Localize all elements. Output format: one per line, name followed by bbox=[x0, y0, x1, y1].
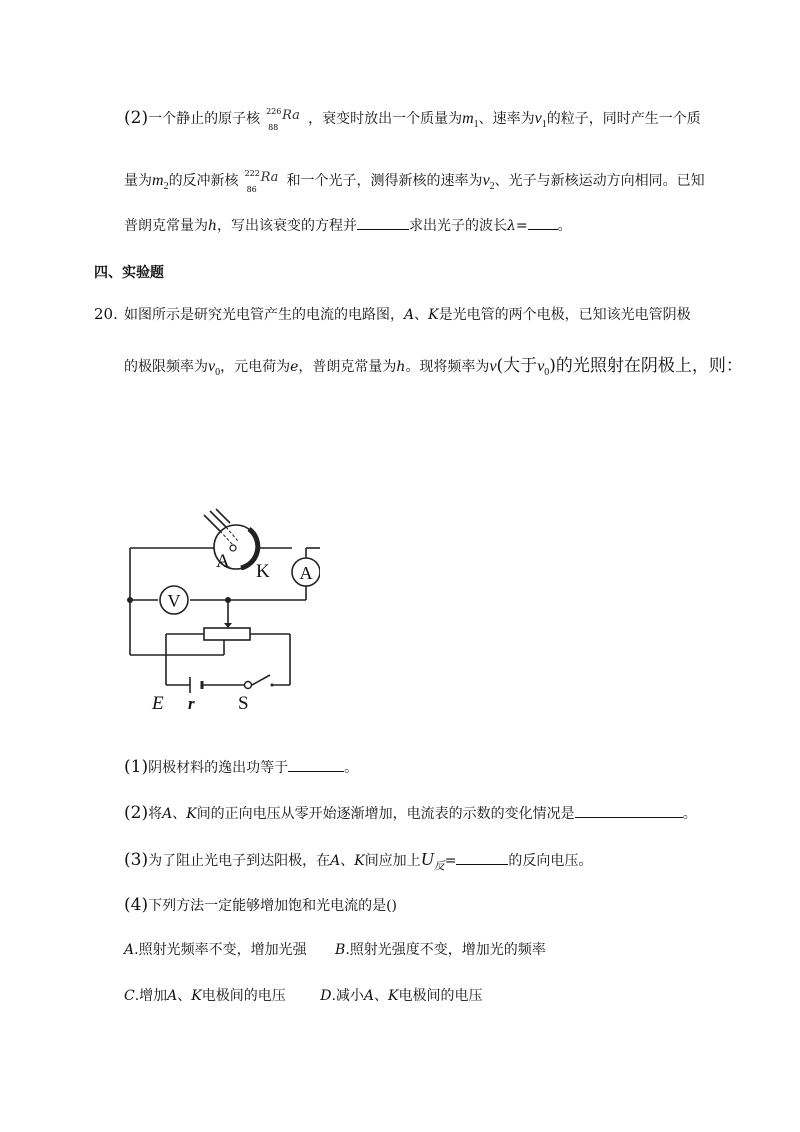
switch-contact bbox=[245, 682, 252, 689]
light-ray bbox=[204, 515, 220, 531]
mass-number: 226 bbox=[266, 107, 282, 116]
label-r: r bbox=[188, 694, 195, 713]
separator: 、 bbox=[172, 806, 187, 822]
element-symbol: Ra bbox=[260, 170, 279, 185]
text: 和一个光子，测得新核的速率为 bbox=[286, 173, 483, 189]
threshold-frequency: $v_0$ bbox=[208, 358, 221, 379]
planck-h: h bbox=[396, 359, 406, 375]
atomic-number: 86 bbox=[246, 185, 257, 194]
speed-v1: $v_1$ bbox=[534, 110, 547, 131]
electrode-K: K bbox=[354, 853, 365, 869]
mass-m1: $m_1$ bbox=[462, 110, 479, 131]
threshold-frequency: $v_0$ bbox=[537, 358, 550, 379]
radium-226-nuclide bbox=[260, 104, 308, 134]
section-heading: 四、实验题 bbox=[94, 265, 164, 281]
text: 下列方法一定能够增加饱和光电流的是() bbox=[148, 898, 398, 914]
option-c[interactable]: C.增加A、K电极间的电压 bbox=[124, 988, 286, 1004]
element-symbol: Ra bbox=[282, 108, 300, 123]
text: 阴极材料的逸出功等于 bbox=[148, 760, 289, 776]
mass-m2: $m_2$ bbox=[152, 172, 169, 193]
voltmeter-label: V bbox=[167, 591, 181, 611]
switch-blade bbox=[252, 675, 270, 685]
text: 、速率为 bbox=[478, 111, 535, 127]
frequency-v: v bbox=[489, 358, 497, 375]
electrode-K: K bbox=[428, 307, 439, 323]
answer-blank-wavelength[interactable] bbox=[528, 215, 558, 230]
answer-blank-equation[interactable] bbox=[357, 215, 409, 230]
sub-question-number: (2) bbox=[124, 108, 149, 128]
text: 普朗克常量为 bbox=[124, 218, 208, 234]
ammeter-label: A bbox=[299, 563, 313, 583]
option-d[interactable]: D.减小A、K电极间的电压 bbox=[320, 988, 483, 1004]
mass-number: 222 bbox=[244, 169, 260, 178]
new-nucleus-nuclide bbox=[239, 166, 287, 196]
text: 。 bbox=[344, 760, 359, 776]
text: 、光子与新核运动方向相同。已知 bbox=[494, 173, 705, 189]
text: ，元电荷为 bbox=[220, 359, 291, 375]
anode-A bbox=[230, 545, 236, 551]
junction bbox=[127, 597, 133, 603]
electrode-K: K bbox=[186, 806, 197, 822]
sub-question-number: (2) bbox=[124, 803, 149, 823]
rheostat bbox=[204, 628, 250, 640]
option-b[interactable]: B.照射光强度不变，增加光的频率 bbox=[335, 942, 546, 958]
text: 的反向电压。 bbox=[508, 853, 593, 869]
equals: = bbox=[444, 853, 457, 869]
electrode-A: A bbox=[330, 853, 341, 869]
text: )的光照射在阴极上，则： bbox=[549, 356, 743, 376]
answer-blank-work-function[interactable] bbox=[288, 757, 344, 772]
text: 的极限频率为 bbox=[124, 359, 208, 375]
text: 一个静止的原子核 bbox=[148, 111, 261, 127]
label-A: A bbox=[216, 551, 230, 572]
electrode-A: A bbox=[162, 806, 173, 822]
text: 将 bbox=[148, 806, 163, 822]
sub-question-4 bbox=[124, 895, 397, 916]
speed-v2: $v_2$ bbox=[482, 172, 495, 193]
sub-question-3 bbox=[124, 849, 592, 877]
sub-question-number: (3) bbox=[124, 850, 149, 870]
text: ，普朗克常量为 bbox=[298, 359, 397, 375]
options-row-1 bbox=[124, 940, 546, 960]
options-row-2 bbox=[124, 986, 483, 1006]
light-ray bbox=[216, 509, 230, 523]
label-S: S bbox=[238, 693, 249, 714]
label-E: E bbox=[152, 693, 164, 714]
sub-question-2 bbox=[124, 803, 697, 824]
q20-line-2 bbox=[124, 356, 743, 383]
reverse-voltage-symbol: $U_反$ bbox=[420, 849, 445, 873]
light-ray bbox=[210, 511, 226, 527]
q20-line-1 bbox=[124, 305, 691, 325]
sub-question-1 bbox=[124, 757, 358, 778]
lambda-symbol: λ bbox=[507, 218, 516, 234]
text: 的反冲新核 bbox=[168, 173, 239, 189]
electrode-A: A bbox=[404, 307, 415, 323]
text: 量为 bbox=[124, 173, 152, 189]
text: ，写出该衰变的方程并 bbox=[217, 218, 358, 234]
circuit-diagram bbox=[120, 505, 320, 720]
switch-terminal bbox=[271, 684, 274, 687]
q19-line-2 bbox=[124, 166, 705, 197]
equals: = bbox=[515, 218, 528, 234]
text: 。 bbox=[557, 218, 572, 234]
q19-line-1 bbox=[124, 104, 701, 135]
separator: 、 bbox=[340, 853, 355, 869]
text: 的粒子，同时产生一个质 bbox=[546, 111, 701, 127]
text: 为了阻止光电子到达阳极，在 bbox=[148, 853, 331, 869]
text: ，衰变时放出一个质量为 bbox=[308, 111, 463, 127]
sub-question-number: (4) bbox=[124, 895, 149, 915]
q19-line-3 bbox=[124, 215, 572, 236]
text: 是光电管的两个电极，已知该光电管阴极 bbox=[438, 307, 691, 323]
text: 如图所示是研究光电管产生的电流的电路图， bbox=[124, 307, 404, 323]
text: (大于 bbox=[496, 356, 538, 376]
answer-blank-current-change[interactable] bbox=[575, 803, 683, 818]
junction bbox=[225, 597, 231, 603]
option-a[interactable]: A.照射光频率不变，增加光强 bbox=[124, 942, 307, 958]
sub-question-number: (1) bbox=[124, 757, 149, 777]
separator: 、 bbox=[414, 307, 429, 323]
question-number: 20. bbox=[94, 305, 118, 323]
text: 间的正向电压从零开始逐渐增加，电流表的示数的变化情况是 bbox=[196, 806, 575, 822]
text: 求出光子的波长 bbox=[409, 218, 508, 234]
charge-e: e bbox=[290, 359, 299, 375]
label-K: K bbox=[256, 561, 270, 582]
atomic-number: 88 bbox=[268, 123, 279, 132]
answer-blank-reverse-voltage[interactable] bbox=[456, 850, 508, 865]
text: 间应加上 bbox=[364, 853, 421, 869]
planck-h: h bbox=[208, 218, 218, 234]
text: 。现将频率为 bbox=[405, 359, 490, 375]
text: 。 bbox=[682, 806, 697, 822]
